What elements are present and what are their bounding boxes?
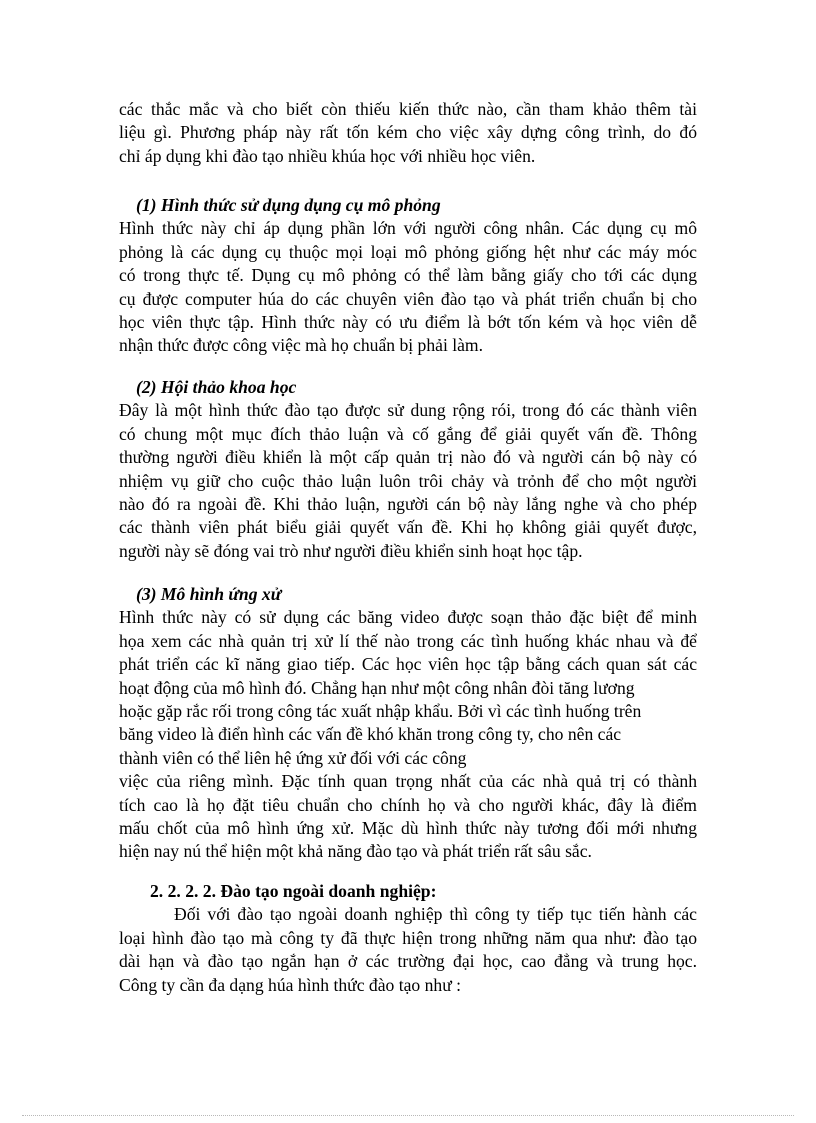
paragraph-line: nào đó ra ngoài đề. Khi thảo luận, người cán bộ này lắng nghe và cho phép: [119, 493, 697, 514]
paragraph-line: học viên thực tập. Hình thức này có ưu điểm là bớt tốn kém và học viên dễ: [119, 311, 697, 332]
section-heading: (1) Hình thức sử dụng dụng cụ mô phỏng: [136, 195, 441, 215]
paragraph-line: tích cao là họ đặt tiêu chuẩn cho chính họ và cho người khác, đây là điểm: [119, 794, 697, 815]
paragraph-line: họa xem các nhà quản trị xử lí thế nào trong các tình huống khác nhau và để: [119, 630, 697, 651]
paragraph-line: loại hình đào tạo mà công ty đã thực hiện trong những năm qua như: đào tạo: [119, 927, 697, 948]
paragraph-line: mấu chốt của mô hình ứng xử. Mặc dù hình thức này tương đối mới nhưng: [119, 817, 697, 838]
section-heading: (2) Hội thảo khoa học: [136, 377, 297, 397]
paragraph-line: dài hạn và đào tạo ngắn hạn ở các trường đại học, cao đẳng và trung học.: [119, 951, 697, 972]
paragraph-line: hiện nay nú thể hiện một khả năng đào tạo và phát triển rất sâu sắc.: [119, 841, 592, 862]
intro-paragraph: [119, 98, 697, 168]
paragraph-line: có trong thực tế. Dụng cụ mô phỏng có thể làm bằng giấy cho tới các dụng: [119, 265, 697, 286]
paragraph-line: phát triển các kĩ năng giao tiếp. Các học viên học tập bằng cách quan sát các: [119, 654, 697, 675]
paragraph-line: việc của riêng mình. Đặc tính quan trọng nhất của các nhà quả trị có thành: [119, 771, 697, 792]
section-simulation: [119, 194, 697, 358]
paragraph-line: nhiệm vụ giữ cho cuộc thảo luận luôn trôi chảy và trỏnh để cho một người: [119, 470, 697, 491]
paragraph-line: liệu gì. Phương pháp này rất tốn kém cho việc xây dựng công trình, do đó: [119, 122, 697, 143]
paragraph-line: Công ty cần đa dạng húa hình thức đào tạo như :: [119, 974, 462, 995]
paragraph-line: các thắc mắc và cho biết còn thiếu kiến thức nào, cần tham khảo thêm tài: [119, 99, 697, 119]
paragraph-line: nhận thức được công việc mà họ chuẩn bị phải làm.: [119, 335, 484, 356]
page-bottom-rule: [22, 1115, 794, 1116]
paragraph-line: Hình thức này chỉ áp dụng phần lớn với người công nhân. Các dụng cụ mô: [119, 218, 697, 239]
section-heading: 2. 2. 2. 2. Đào tạo ngoài doanh nghiệp:: [150, 881, 437, 901]
paragraph-line: thường người điều khiển là một cấp quản trị nào đó và người cán bộ này có: [119, 447, 697, 468]
paragraph-line: Đối với đào tạo ngoài doanh nghiệp thì công ty tiếp tục tiến hành các: [174, 904, 697, 925]
paragraph-line: cụ được computer húa do các chuyên viên đào tạo và phát triển chuẩn bị cho: [119, 288, 697, 309]
section-external-training: [119, 880, 697, 997]
section-heading: (3) Mô hình ứng xử: [136, 584, 282, 604]
section-behavior-model: [119, 583, 697, 864]
paragraph-line: phỏng là các dụng cụ thuộc mọi loại mô phỏng giống hệt như các máy móc: [119, 241, 697, 262]
paragraph-line: Đây là một hình thức đào tạo được sử dung rộng rói, trong đó các thành viên: [119, 400, 697, 421]
paragraph-line: hoạt động của mô hình đó. Chẳng hạn như một công nhân đòi tăng lương: [119, 677, 635, 698]
paragraph-line: băng video là điển hình các vấn đề khó khăn trong công ty, cho nên các: [119, 724, 622, 745]
paragraph-line: hoặc gặp rắc rối trong công tác xuất nhập khẩu. Bởi vì các tình huống trên: [119, 700, 642, 721]
paragraph-line: người này sẽ đóng vai trò như người điều khiển sinh hoạt học tập.: [119, 540, 583, 561]
paragraph-line: có chung một mục đích thảo luận và cố gắng để giải quyết vấn đề. Thông: [119, 423, 697, 444]
paragraph-line: Hình thức này có sử dụng các băng video được soạn thảo đặc biệt để minh: [119, 607, 697, 628]
section-workshop: [119, 376, 697, 563]
paragraph-line: thành viên có thể liên hệ ứng xử đối với các công: [119, 747, 467, 768]
paragraph-line: chỉ áp dụng khi đào tạo nhiều khúa học với nhiều học viên.: [119, 145, 536, 166]
paragraph-line: các thành viên phát biểu giải quyết vấn đề. Khi họ không giải quyết được,: [119, 517, 697, 538]
